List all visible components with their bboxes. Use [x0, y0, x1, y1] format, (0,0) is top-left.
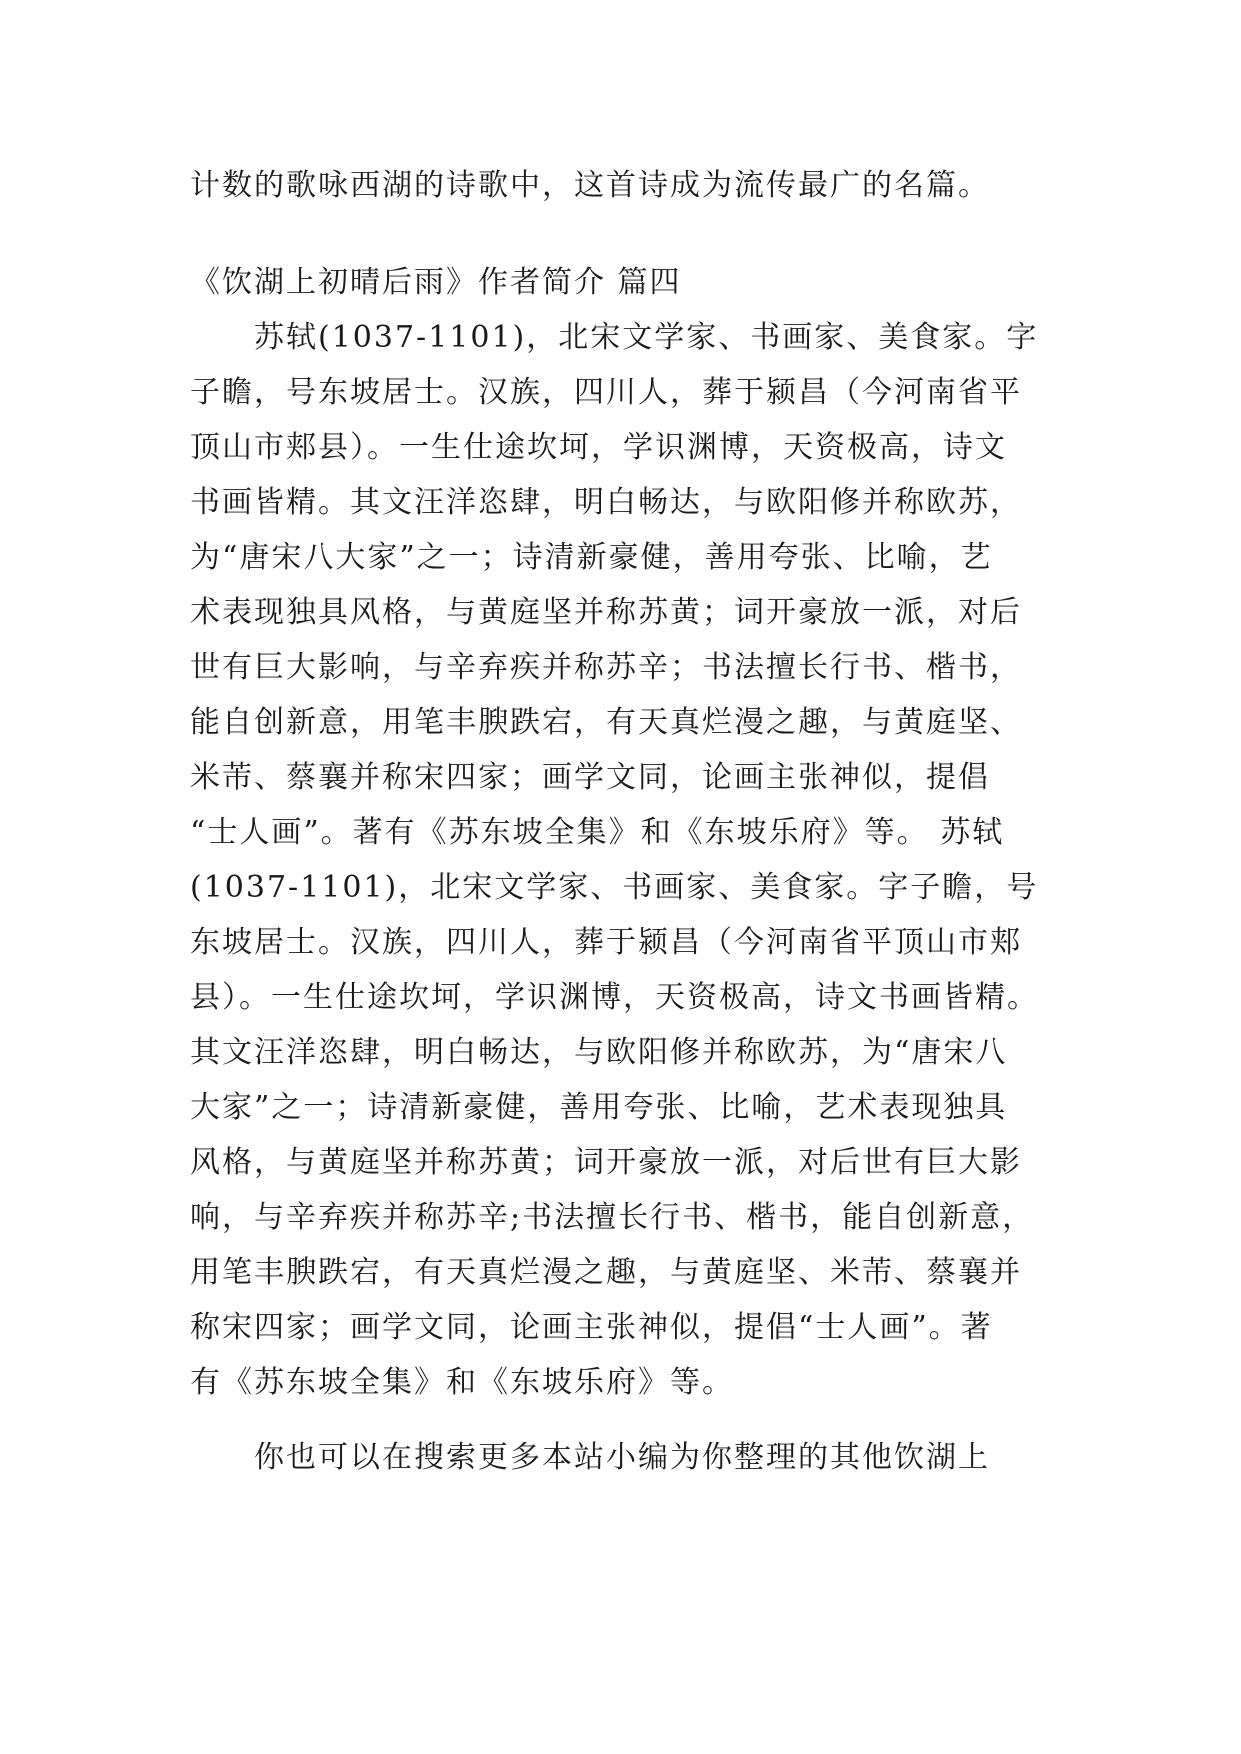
body-line: “士人画”。著有《苏东坡全集》和《东坡乐府》等。 苏轼 [190, 815, 1005, 850]
body-line: 响，与辛弃疾并称苏辛;书法擅长行书、楷书，能自创新意， [190, 1200, 1035, 1235]
closing-line: 你也可以在搜索更多本站小编为你整理的其他饮湖上 [190, 1440, 990, 1475]
body-line: 其文汪洋恣肆，明白畅达，与欧阳修并称欧苏，为“唐宋八 [190, 1035, 1008, 1070]
body-line: 东坡居士。汉族，四川人，葬于颍昌（今河南省平顶山市郏 [190, 925, 1022, 960]
paragraph-gap [190, 213, 1050, 255]
body-line: (1037-1101)，北宋文学家、书画家、美食家。字子瞻，号 [190, 870, 1039, 905]
body-line: 顶山市郏县）。一生仕途坎坷，学识渊博，天资极高，诗文 [190, 430, 1007, 465]
body-line: 有《苏东坡全集》和《东坡乐府》等。 [190, 1365, 734, 1400]
body-line: 用笔丰腴跌宕，有天真烂漫之趣，与黄庭坚、米芾、蔡襄并 [190, 1255, 1022, 1290]
body-line: 子瞻，号东坡居士。汉族，四川人，葬于颍昌（今河南省平 [190, 375, 1022, 410]
body-line: 称宋四家；画学文同，论画主张神似，提倡“士人画”。著 [190, 1310, 993, 1345]
body-line: 风格，与黄庭坚并称苏黄；词开豪放一派，对后世有巨大影 [190, 1145, 1022, 1180]
body-line: 大家”之一；诗清新豪健，善用夸张、比喻，艺术表现独具 [190, 1090, 1008, 1125]
biography-paragraph [190, 310, 1050, 1410]
body-line: 苏轼(1037-1101)，北宋文学家、书画家、美食家。字 [190, 320, 1039, 355]
body-line: 术表现独具风格，与黄庭坚并称苏黄；词开豪放一派，对后 [190, 595, 1022, 630]
section-heading: 《饮湖上初晴后雨》作者简介 篇四 [190, 265, 682, 300]
document-body [190, 158, 1050, 1485]
body-line: 书画皆精。其文汪洋恣肆，明白畅达，与欧阳修并称欧苏， [190, 485, 1022, 520]
body-line: 能自创新意，用笔丰腴跌宕，有天真烂漫之趣，与黄庭坚、 [190, 705, 1022, 740]
body-line: 米芾、蔡襄并称宋四家；画学文同，论画主张神似，提倡 [190, 760, 990, 795]
body-line: 世有巨大影响，与辛弃疾并称苏辛；书法擅长行书、楷书， [190, 650, 1022, 685]
intro-line: 计数的歌咏西湖的诗歌中，这首诗成为流传最广的名篇。 [190, 168, 990, 203]
body-line: 为“唐宋八大家”之一；诗清新豪健，善用夸张、比喻，艺 [190, 540, 993, 575]
body-line: 县）。一生仕途坎坷，学识渊博，天资极高，诗文书画皆精。 [190, 980, 1039, 1015]
